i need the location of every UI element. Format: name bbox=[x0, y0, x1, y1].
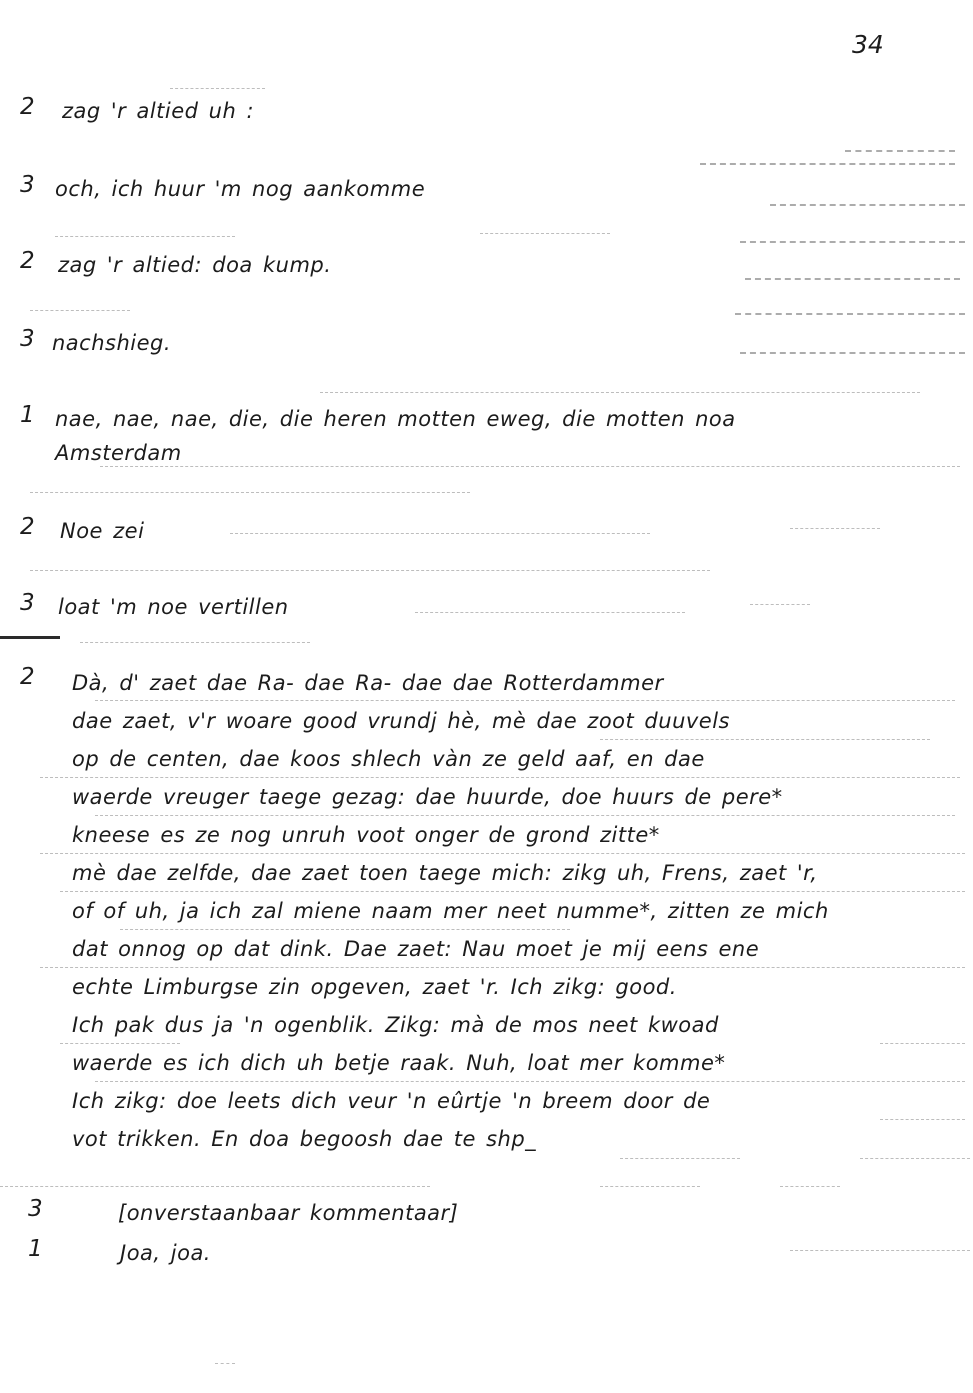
speaker-number: 3 bbox=[20, 590, 36, 616]
scan-artifact-line bbox=[790, 528, 880, 529]
scan-artifact-line bbox=[30, 310, 130, 311]
handwritten-line: Ich pak dus ja 'n ogenblik. Zikg: mà de mos neet kwoad bbox=[72, 1013, 719, 1037]
scan-artifact-line bbox=[750, 604, 810, 605]
speaker-number: 1 bbox=[28, 1236, 44, 1262]
handwritten-line: mè dae zelfde, dae zaet toen taege mich: zikg uh, Frens, zaet 'r, bbox=[72, 861, 818, 885]
scan-artifact-line bbox=[40, 853, 965, 854]
scan-artifact-line bbox=[790, 1250, 970, 1251]
utterance-text bbox=[58, 590, 289, 624]
handwritten-line: kneese es ze nog unruh voot onger de grond zitte* bbox=[72, 823, 660, 847]
speaker-number: 3 bbox=[28, 1196, 44, 1222]
handwritten-line: waerde vreuger taege gezag: dae huurde, doe huurs de pere* bbox=[72, 785, 783, 809]
scan-artifact-line bbox=[880, 1043, 965, 1044]
scan-artifact-line bbox=[170, 88, 265, 89]
handwritten-line: waerde es ich dich uh betje raak. Nuh, loat mer komme* bbox=[72, 1051, 726, 1075]
handwritten-line: Ich zikg: doe leets dich veur 'n eûrtje 'n breem door de bbox=[72, 1089, 711, 1113]
handwritten-line: Amsterdam bbox=[55, 441, 182, 465]
utterance-text bbox=[55, 172, 425, 206]
scan-artifact-line bbox=[95, 1081, 965, 1082]
scan-artifact-line bbox=[60, 1043, 180, 1044]
scan-artifact-line bbox=[700, 163, 955, 165]
scan-artifact-line bbox=[55, 236, 235, 237]
scan-artifact-line bbox=[30, 570, 710, 571]
handwritten-line: op de centen, dae koos shlech vàn ze geld aaf, en dae bbox=[72, 747, 705, 771]
scan-artifact-line bbox=[620, 1158, 740, 1159]
utterance-text bbox=[60, 514, 144, 548]
scan-artifact-line bbox=[80, 642, 310, 643]
scan-artifact-line bbox=[860, 1158, 970, 1159]
handwritten-line: dae zaet, v'r woare good vrundj hè, mè dae zoot duuvels bbox=[72, 709, 730, 733]
scan-artifact-line bbox=[215, 1363, 235, 1364]
scan-artifact-line bbox=[770, 204, 965, 206]
scan-artifact-solid-line bbox=[0, 636, 60, 639]
handwritten-line: vot trikken. En doa begoosh dae te shp_ bbox=[72, 1127, 537, 1151]
scan-artifact-line bbox=[735, 313, 965, 315]
scan-artifact-line bbox=[120, 929, 570, 930]
scan-artifact-line bbox=[95, 815, 955, 816]
handwritten-line: echte Limburgse zin opgeven, zaet 'r. Ich zikg: good. bbox=[72, 975, 677, 999]
scan-artifact-line bbox=[740, 352, 965, 354]
scan-artifact-line bbox=[60, 891, 965, 892]
scan-artifact-line bbox=[40, 777, 960, 778]
scan-artifact-line bbox=[230, 533, 650, 534]
utterance-text bbox=[120, 1236, 211, 1270]
handwritten-line: Dà, d' zaet dae Ra- dae Ra- dae dae Rotterdammer bbox=[72, 671, 664, 695]
speaker-number: 2 bbox=[20, 664, 36, 690]
speaker-number: 2 bbox=[20, 94, 36, 120]
scan-artifact-line bbox=[95, 700, 955, 701]
utterance-text bbox=[62, 94, 254, 128]
utterance-text bbox=[118, 1196, 458, 1230]
scan-artifact-line bbox=[845, 150, 955, 152]
scan-artifact-line bbox=[600, 1186, 700, 1187]
handwritten-line: Joa, joa. bbox=[120, 1241, 211, 1265]
utterance-text bbox=[52, 326, 171, 360]
handwritten-line: of of uh, ja ich zal miene naam mer neet numme*, zitten ze mich bbox=[72, 899, 829, 923]
handwritten-line: och, ich huur 'm nog aankomme bbox=[55, 177, 426, 201]
page-number: 34 bbox=[852, 30, 884, 59]
scan-artifact-line bbox=[0, 1186, 430, 1187]
scan-artifact-line bbox=[600, 739, 930, 740]
scan-artifact-line bbox=[745, 278, 960, 280]
speaker-number: 3 bbox=[20, 326, 36, 352]
speaker-number: 1 bbox=[20, 402, 36, 428]
scan-artifact-line bbox=[740, 241, 965, 243]
scan-artifact-line bbox=[415, 612, 685, 613]
scan-artifact-line bbox=[880, 1119, 965, 1120]
scan-artifact-line bbox=[40, 967, 965, 968]
handwritten-line: nachshieg. bbox=[52, 331, 172, 355]
scan-artifact-line bbox=[780, 1186, 840, 1187]
speaker-number: 2 bbox=[20, 514, 36, 540]
scan-artifact-line bbox=[30, 492, 470, 493]
scan-artifact-line bbox=[100, 466, 960, 467]
handwritten-line: loat 'm noe vertillen bbox=[58, 595, 289, 619]
handwritten-line: [onverstaanbaar kommentaar] bbox=[118, 1201, 459, 1225]
utterance-text bbox=[58, 248, 331, 282]
handwritten-line: Noe zei bbox=[60, 519, 145, 543]
speaker-number: 3 bbox=[20, 172, 36, 198]
utterance-text bbox=[55, 402, 736, 470]
handwritten-line: dat onnog op dat dink. Dae zaet: Nau moet je mij eens ene bbox=[72, 937, 760, 961]
speaker-number: 2 bbox=[20, 248, 36, 274]
handwritten-line: zag 'r altied: doa kump. bbox=[58, 253, 332, 277]
scan-artifact-line bbox=[480, 233, 610, 234]
handwritten-line: nae, nae, nae, die, die heren motten eweg, die motten noa bbox=[55, 407, 736, 431]
handwritten-line: zag 'r altied uh : bbox=[62, 99, 255, 123]
scan-artifact-line bbox=[320, 392, 920, 393]
